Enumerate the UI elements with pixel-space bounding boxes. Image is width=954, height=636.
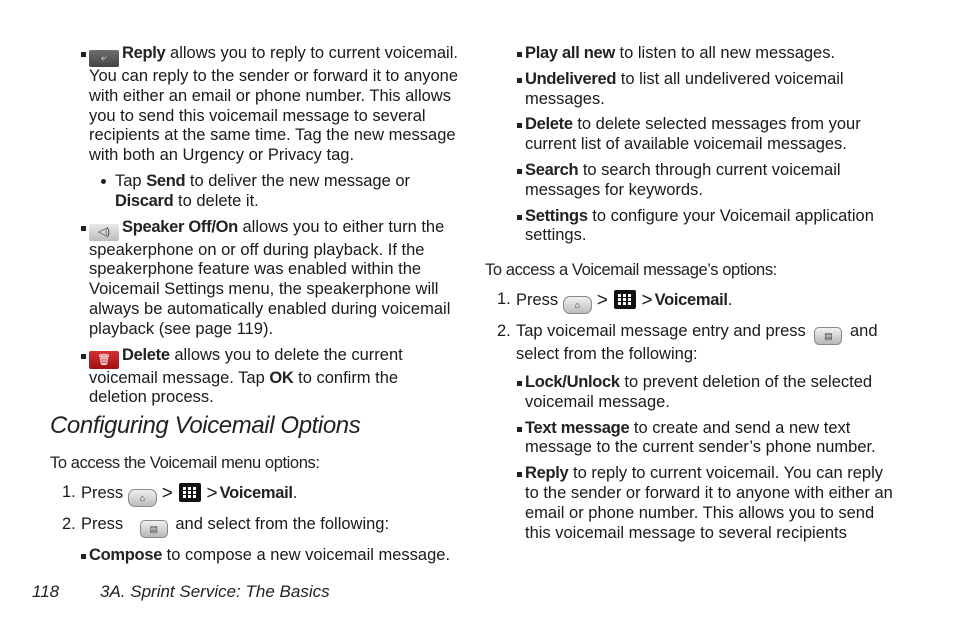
step-text: Press <box>81 515 124 533</box>
step-text: Press <box>516 291 559 310</box>
item-label: Play all new <box>525 44 615 62</box>
bullet-square <box>81 226 86 231</box>
item-label: Undelivered <box>525 69 617 88</box>
voicemail-label: Voicemail <box>219 484 293 502</box>
message-options-intro: To access a Voicemail message’s options: <box>485 261 777 280</box>
list-item <box>485 115 900 155</box>
list-item <box>485 70 900 110</box>
apps-grid-icon <box>614 290 636 309</box>
message-option-list <box>485 373 900 543</box>
reply-icon: ⤶ <box>89 50 119 67</box>
step-number: 2. <box>497 322 511 341</box>
bullet-dot <box>101 179 106 184</box>
item-text: to create and send a new text message to the current sender’s phone number. <box>525 418 876 457</box>
menu-item-list <box>485 44 900 246</box>
arrow-glyph: > <box>161 483 173 504</box>
send-label: Send <box>146 171 186 190</box>
speaker-text: allows you to either turn the speakerphone on or off during playback. If the speakerphone feature was enabled within the Voicemail Settings menu, the speakerphone will always be automatically enabled during voicemail playback (see page 119). <box>89 217 451 338</box>
item-label: Delete <box>525 115 573 134</box>
item-text: to configure your Voicemail application settings. <box>525 206 874 245</box>
item-label: Reply <box>525 464 569 483</box>
home-key-icon: ⌂ <box>563 296 592 314</box>
delete-item <box>50 346 460 409</box>
step-2 <box>485 322 900 365</box>
list-item <box>485 207 900 247</box>
bullet-square <box>517 427 522 432</box>
trash-icon: 🗑 <box>89 351 119 369</box>
step-1 <box>485 290 900 314</box>
sub-text: to deliver the new message or <box>185 171 411 190</box>
item-text: to listen to all new messages. <box>614 44 836 62</box>
bullet-square <box>81 52 86 57</box>
item-text: to prevent deletion of the selected voicemail message. <box>525 372 873 411</box>
bullet-square <box>517 123 522 128</box>
arrow-glyph: > <box>596 290 608 312</box>
bullet-square <box>517 381 522 386</box>
menu-key-icon: ▤ <box>140 520 168 538</box>
item-text: to search through current voicemail messages for keywords. <box>525 160 841 199</box>
list-item <box>485 419 900 459</box>
item-text: to reply to current voicemail. You can reply to the sender or forward it to anyone with either an email or phone number. This allows you to send this voicemail message to several recipients <box>525 464 893 542</box>
bullet-square <box>517 215 522 220</box>
compose-item <box>50 546 460 566</box>
list-item <box>485 373 900 413</box>
voicemail-label: Voicemail <box>654 291 728 310</box>
period: . <box>292 484 298 502</box>
chapter-title: 3A. Sprint Service: The Basics <box>100 582 330 601</box>
item-label: Search <box>525 160 579 179</box>
step-text: and select from the following: <box>170 515 390 533</box>
step-text: Tap voicemail message entry and press <box>516 322 806 341</box>
period: . <box>727 291 733 310</box>
speaker-label: Speaker Off/On <box>122 217 238 236</box>
section-intro: To access the Voicemail menu options: <box>50 454 320 472</box>
delete-text: to confirm the deletion process. <box>89 368 399 407</box>
delete-text: allows you to delete the current voicemail message. Tap <box>89 345 403 387</box>
left-column <box>50 44 460 414</box>
right-column <box>485 44 900 549</box>
list-item <box>485 464 900 543</box>
step-1 <box>50 483 460 507</box>
arrow-glyph: > <box>206 483 218 504</box>
sub-text: to delete it. <box>173 191 259 210</box>
bullet-square <box>517 78 522 83</box>
discard-label: Discard <box>115 191 174 210</box>
bullet-square <box>517 169 522 174</box>
reply-subitem <box>50 172 460 212</box>
delete-label: Delete <box>122 345 170 364</box>
step-number: 2. <box>62 515 76 533</box>
speaker-icon: ◁) <box>89 224 119 241</box>
menu-key-icon: ▤ <box>814 327 842 345</box>
compose-label: Compose <box>89 546 163 564</box>
reply-label: Reply <box>122 44 166 62</box>
bullet-square <box>81 354 86 359</box>
home-key-icon: ⌂ <box>128 489 157 507</box>
ok-label: OK <box>269 368 294 387</box>
bullet-square <box>517 52 522 57</box>
arrow-glyph: > <box>641 290 653 312</box>
compose-text: to compose a new voicemail message. <box>162 546 451 564</box>
reply-text: allows you to reply to current voicemail. You can reply to the sender or forward it to anyone with either an email or phone number. This allows you to send this voicemail message to several recipients at the same time. Tag the new message with both an Urgency or Privacy tag. <box>89 44 459 165</box>
sub-text: Tap <box>115 171 147 190</box>
step-number: 1. <box>497 290 511 309</box>
step-2 <box>50 515 460 538</box>
reply-item <box>50 44 460 166</box>
step-number: 1. <box>62 483 76 501</box>
bullet-square <box>517 472 522 477</box>
speaker-item <box>50 218 460 340</box>
section-title: Configuring Voicemail Options <box>50 412 361 439</box>
apps-grid-icon <box>179 483 201 502</box>
item-text: to delete selected messages from your current list of available voicemail messages. <box>525 115 861 154</box>
item-text: to list all undelivered voicemail messages. <box>525 69 844 108</box>
list-item <box>485 161 900 201</box>
item-label: Settings <box>525 206 588 225</box>
page-number: 118 <box>32 582 60 601</box>
bullet-square <box>81 554 86 559</box>
voicemail-menu-options <box>50 453 460 572</box>
list-item <box>485 44 900 64</box>
item-label: Lock/Unlock <box>525 372 620 391</box>
step-text: and select from the following: <box>516 322 878 364</box>
item-label: Text message <box>525 418 630 437</box>
step-text: Press <box>81 484 124 502</box>
